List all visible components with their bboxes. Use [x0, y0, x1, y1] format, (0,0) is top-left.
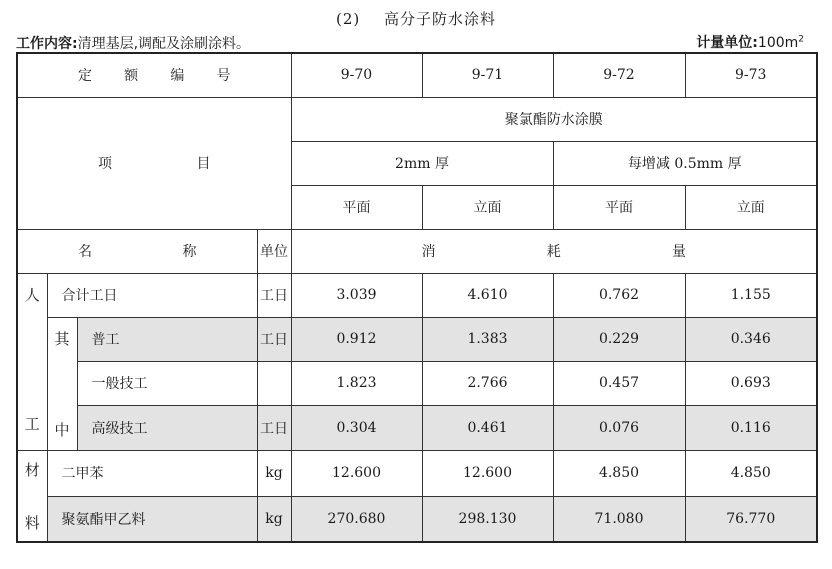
labor-item-unit: 工日	[257, 317, 291, 361]
labor-item-name: 一般技工	[77, 361, 257, 405]
table-row	[17, 450, 817, 496]
value-cell: 4.850	[553, 450, 685, 496]
item-label-cell: 项 目	[17, 97, 291, 229]
work-content-label: 工作内容:	[16, 36, 78, 52]
value-cell: 0.229	[553, 317, 685, 361]
table-title	[0, 8, 832, 29]
item-header-row	[17, 97, 817, 141]
value-cell: 0.076	[553, 406, 685, 450]
material-category-cell: 材 料	[17, 450, 47, 542]
value-cell: 1.155	[685, 273, 817, 317]
surface-header: 平面	[553, 185, 685, 229]
table-row	[17, 496, 817, 542]
material-group-header: 聚氯酯防水涂膜	[291, 97, 817, 141]
material-item-name: 聚氨酯甲乙料	[47, 496, 257, 542]
title-number: (2)	[335, 10, 361, 28]
quota-code: 9-73	[685, 53, 817, 97]
value-cell: 298.130	[422, 496, 553, 542]
quota-code-row	[17, 53, 817, 97]
quota-code: 9-70	[291, 53, 422, 97]
value-cell: 3.039	[291, 273, 422, 317]
title-text: 高分子防水涂料	[384, 10, 497, 28]
measurement-unit	[696, 32, 804, 52]
value-cell: 0.912	[291, 317, 422, 361]
material-item-unit: kg	[257, 496, 291, 542]
labor-item-name: 高级技工	[77, 406, 257, 450]
value-cell: 76.770	[685, 496, 817, 542]
work-content	[16, 33, 250, 53]
consumption-header: 消 耗 量	[291, 229, 817, 273]
table-row	[17, 361, 817, 405]
value-cell: 1.383	[422, 317, 553, 361]
value-cell: 4.850	[685, 450, 817, 496]
thickness-header: 2mm 厚	[291, 141, 553, 185]
labor-item-unit	[257, 361, 291, 405]
quota-code: 9-72	[553, 53, 685, 97]
value-cell: 0.693	[685, 361, 817, 405]
surface-header: 立面	[422, 185, 553, 229]
measurement-unit-label: 计量单位:	[696, 35, 758, 51]
quota-code: 9-71	[422, 53, 553, 97]
name-header: 名 称	[17, 229, 257, 273]
table-row	[17, 406, 817, 450]
measurement-unit-exponent: 2	[798, 34, 804, 45]
value-cell: 71.080	[553, 496, 685, 542]
labor-item-unit: 工日	[257, 273, 291, 317]
surface-header: 立面	[685, 185, 817, 229]
value-cell: 12.600	[422, 450, 553, 496]
value-cell: 1.823	[291, 361, 422, 405]
measurement-unit-value: 100m	[757, 35, 799, 51]
labor-item-unit: 工日	[257, 406, 291, 450]
unit-header: 单位	[257, 229, 291, 273]
value-cell: 2.766	[422, 361, 553, 405]
value-cell: 0.461	[422, 406, 553, 450]
labor-category-cell: 人 工	[17, 273, 47, 450]
column-header-row	[17, 229, 817, 273]
table-row	[17, 317, 817, 361]
labor-item-name: 普工	[77, 317, 257, 361]
value-cell: 0.346	[685, 317, 817, 361]
value-cell: 0.762	[553, 273, 685, 317]
value-cell: 0.304	[291, 406, 422, 450]
value-cell: 12.600	[291, 450, 422, 496]
quota-table	[16, 52, 818, 543]
material-item-unit: kg	[257, 450, 291, 496]
labor-item-name: 合计工日	[47, 273, 257, 317]
labor-subcategory-cell: 其 中	[47, 317, 77, 450]
thickness-header: 每增减 0.5mm 厚	[553, 141, 817, 185]
value-cell: 0.116	[685, 406, 817, 450]
value-cell: 0.457	[553, 361, 685, 405]
surface-header: 平面	[291, 185, 422, 229]
value-cell: 270.680	[291, 496, 422, 542]
quota-label-cell: 定 额 编 号	[17, 53, 291, 97]
value-cell: 4.610	[422, 273, 553, 317]
work-content-text: 清理基层,调配及涂刷涂料。	[77, 36, 251, 52]
material-item-name: 二甲苯	[47, 450, 257, 496]
table-row	[17, 273, 817, 317]
